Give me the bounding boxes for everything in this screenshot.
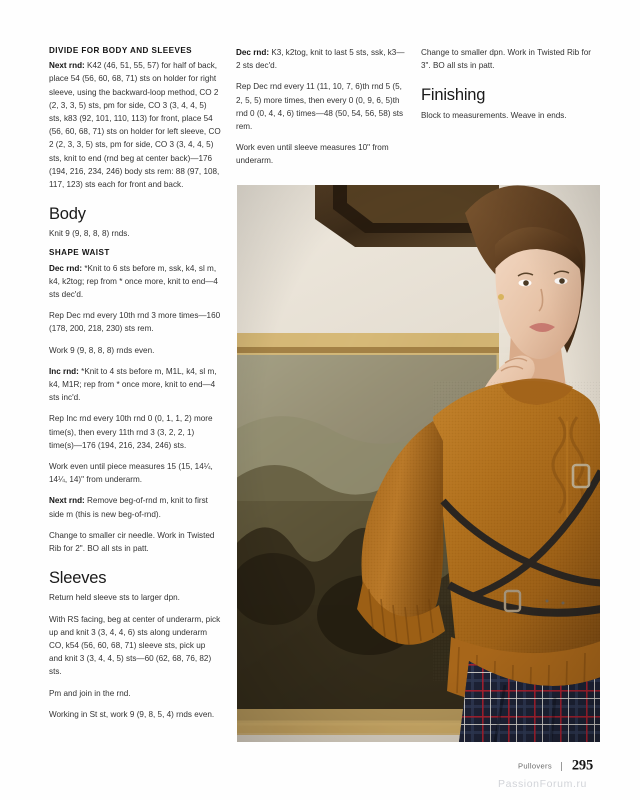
label-next-rnd: Next rnd: [49, 61, 85, 71]
paragraph-rep-inc-rnd: Rep Inc rnd every 10th rnd 0 (0, 1, 1, 2) more time(s), then every 11th rnd 3 (3, 2, 2, 1) time(s)—176 (194, 216, 234, 246) sts. [49, 414, 213, 450]
paragraph-sleeves-return: Return held sleeve sts to larger dpn. [49, 593, 180, 603]
footer-section-label: Pullovers [518, 761, 552, 771]
paragraph-work-even-2: Work even until piece measures 15 (15, 14¼, 14¼, 14)" from underarm. [49, 462, 213, 485]
page-footer [0, 757, 640, 777]
text-column-middle [236, 46, 408, 176]
paragraph-work-even-1: Work 9 (9, 8, 8, 8) rnds even. [49, 345, 155, 355]
paragraph-sleeve-change-needle: Change to smaller dpn. Work in Twisted Rib for 3". BO all sts in patt. [421, 48, 591, 71]
paragraph-inc-rnd [49, 365, 221, 405]
paragraph-sleeve-dec-rnd [236, 46, 408, 72]
paragraph-divide-next-rnd [49, 59, 221, 191]
paragraph-next-rnd [49, 494, 221, 520]
text-column-left [49, 46, 221, 729]
photograph-illustration [237, 185, 600, 742]
label-inc-rnd: Inc rnd: [49, 366, 79, 376]
paragraph-sleeve-rep-dec: Rep Dec rnd every 11 (11, 10, 7, 6)th rnd 5 (5, 2, 5, 5) more times, then every 0 (0, 9, 6, 5)th rnd 0 (0, 4, 4, 6) times—48 (50, 54, 56, 58) sts rem. [236, 82, 404, 132]
paragraph-rep-dec-rnd: Rep Dec rnd every 10th rnd 3 more times—160 (178, 200, 218, 230) sts rem. [49, 311, 221, 334]
heading-body: Body [49, 205, 86, 224]
paragraph-sleeves-pm: Pm and join in the rnd. [49, 688, 131, 698]
garment-photograph [237, 185, 600, 742]
text-column-right [421, 46, 593, 130]
heading-sleeves: Sleeves [49, 569, 107, 588]
text-next-rnd: Remove beg-of-rnd m, knit to first side m (this is new beg-of-rnd). [49, 496, 208, 519]
page-number: 295 [571, 757, 593, 774]
label-dec-rnd: Dec rnd: [49, 263, 83, 273]
text-dec-rnd-sleeve: K3, k2tog, knit to last 5 sts, ssk, k3—2 sts dec'd. [236, 48, 405, 71]
text-divide-next-rnd: K42 (46, 51, 55, 57) for half of back, place 54 (56, 60, 68, 71) sts on holder for right sleeve, using the backward-loop method, CO 2 (2, 3, 3, 5) sts, pm for side, CO 3 (3, 4, 4, 5) sts, k83 (92, 101, 110, 113) for front, place 54 (56, 60, 68, 71) sts on holder for left sleeve, CO 2 (2, 3, 3, 5) sts, pm for side, CO 3 (3, 4, 4, 5) sts, knit to end (rnd beg at center back)—176 (194, 216, 234, 246) body sts rem: 88 (97, 108, 117, 123) sts each for front and back. [49, 61, 221, 189]
paragraph-body-knit-rnds: Knit 9 (9, 8, 8, 8) rnds. [49, 229, 130, 239]
heading-shape-waist: SHAPE WAIST [49, 248, 110, 258]
text-dec-rnd: *Knit to 6 sts before m, ssk, k4, sl m, k4, k2tog; rep from * once more, knit to end—4 sts dec'd. [49, 263, 218, 299]
text-inc-rnd: *Knit to 4 sts before m, M1L, k4, sl m, k4, M1R; rep from * once more, knit to end—4 sts inc'd. [49, 366, 217, 403]
footer-divider [561, 762, 562, 771]
heading-finishing: Finishing [421, 86, 486, 105]
heading-divide-for-body-and-sleeves: DIVIDE FOR BODY AND SLEEVES [49, 46, 193, 55]
label-dec-rnd-sleeve: Dec rnd: [236, 48, 270, 57]
paragraph-change-needle: Change to smaller cir needle. Work in Twisted Rib for 2". BO all sts in patt. [49, 530, 215, 554]
label-next-rnd-2: Next rnd: [49, 496, 85, 506]
paragraph-sleeves-pickup: With RS facing, beg at center of underarm, pick up and knit 3 (3, 4, 4, 6) sts along underarm CO, k54 (56, 60, 68, 71) sleeve sts, pick up and knit 3 (3, 4, 4, 5) sts—60 (62, 68, 76, 82) sts. [49, 614, 221, 677]
paragraph-sleeves-stst: Working in St st, work 9 (9, 8, 5, 4) rnds even. [49, 709, 215, 719]
site-watermark: PassionForum.ru [498, 778, 587, 790]
paragraph-sleeve-work-even: Work even until sleeve measures 10" from underarm. [236, 143, 389, 166]
paragraph-finishing: Block to measurements. Weave in ends. [421, 110, 567, 120]
paragraph-dec-rnd [49, 262, 221, 302]
